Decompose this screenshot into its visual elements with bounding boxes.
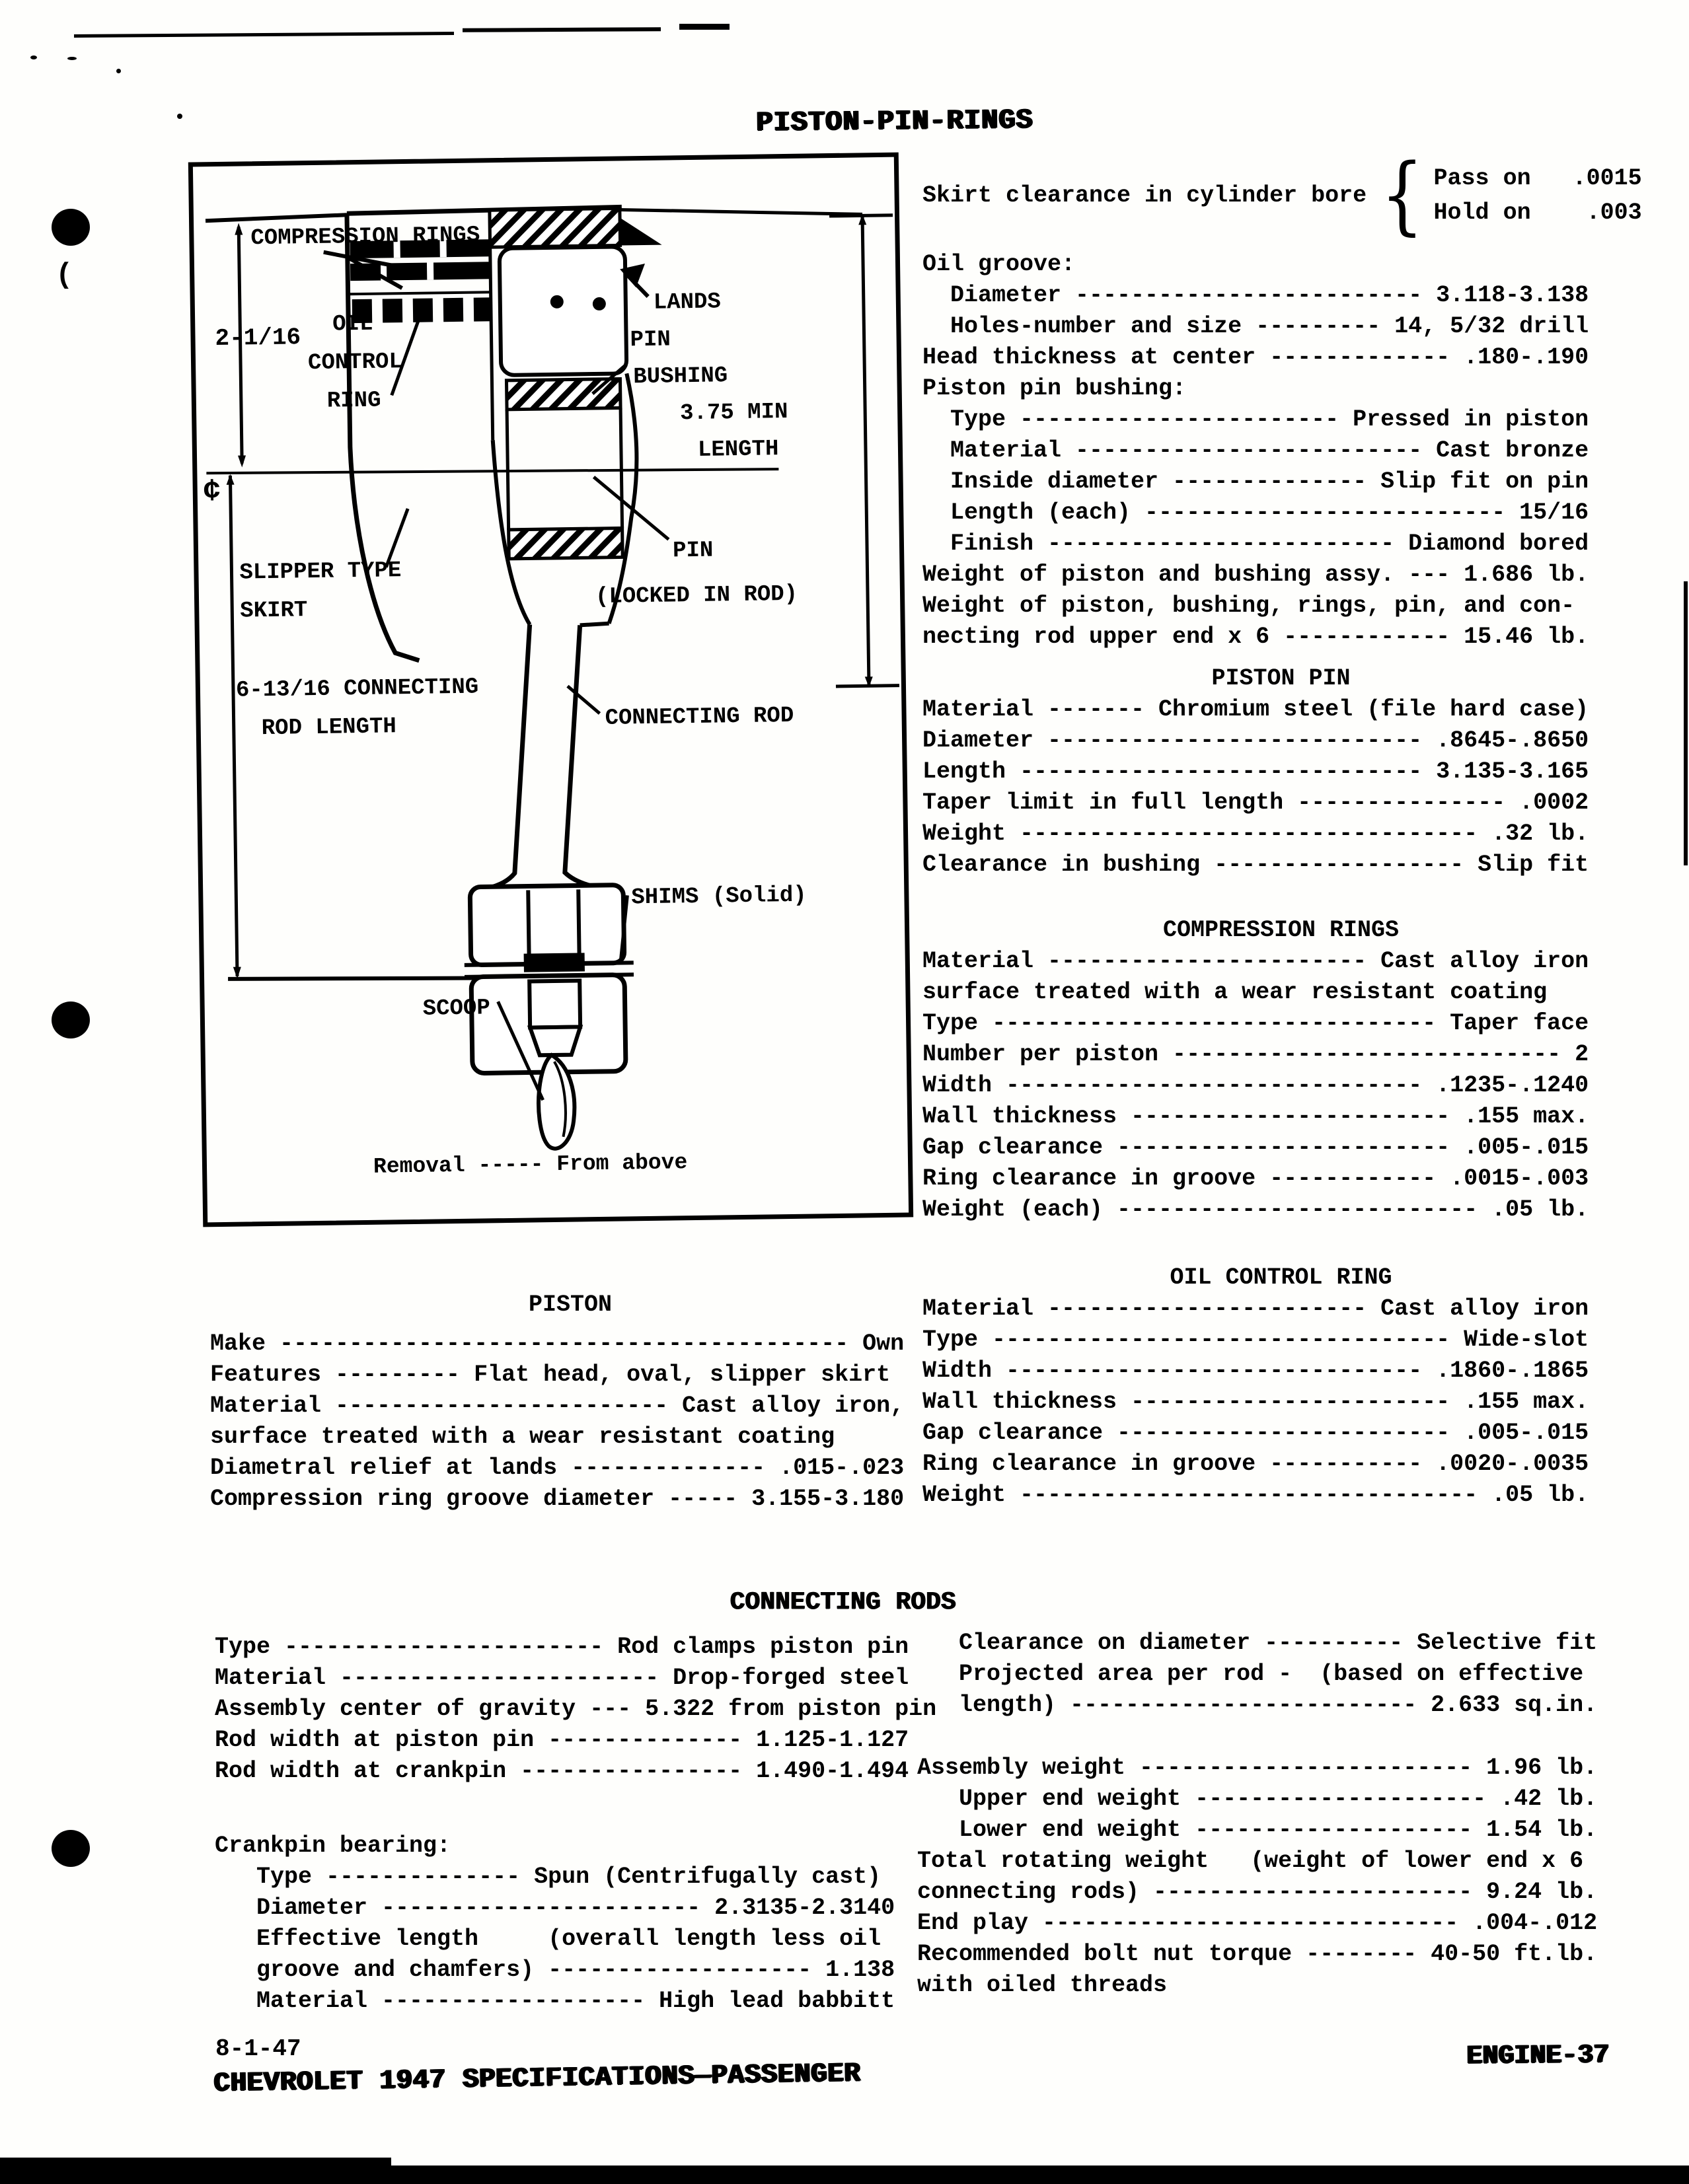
footer-date: 8-1-47 <box>215 2035 301 2062</box>
skirt-bottom-right <box>580 624 609 626</box>
rod-shank-left <box>485 624 534 888</box>
skirt-clearance-label: Skirt clearance in cylinder bore <box>922 182 1367 209</box>
spec-line: Wall thickness ----------------------- .155 max. <box>922 1103 1589 1130</box>
rod-bolt-band <box>524 953 585 972</box>
spec-line: Material ----------------------- Drop-forged steel <box>215 1665 909 1691</box>
label-rod-length-2: ROD LENGTH <box>261 714 397 742</box>
section-heading-compression-rings: COMPRESSION RINGS <box>1162 916 1400 943</box>
label-rod-length-1: 6-13/16 CONNECTING <box>235 674 479 704</box>
spec-line: Taper limit in full length --------------- .0002 <box>922 789 1589 816</box>
spec-line: Assembly center of gravity --- 5.322 from piston pin <box>215 1696 937 1722</box>
spec-line: Length ----------------------------- 3.135-3.165 <box>922 758 1589 785</box>
scan-artifact-line <box>463 27 661 32</box>
label-pin: PIN <box>630 327 671 353</box>
spec-block-oil-control-ring <box>922 1293 1639 1511</box>
spec-line: Ring clearance in groove ----------- .0020-.0035 <box>922 1450 1589 1477</box>
spec-column-right <box>922 146 1642 1511</box>
spec-line: Effective length (overall length less oil <box>215 1926 882 1952</box>
scan-speck <box>177 114 182 119</box>
arrowhead <box>226 474 234 485</box>
spec-line: Material ------------------------ Cast alloy iron, <box>210 1393 905 1419</box>
label-oil: OIL <box>332 311 373 338</box>
spec-line: surface treated with a wear resistant coating <box>922 978 1548 1005</box>
dim-tick <box>829 215 893 216</box>
spec-line: Assembly weight ------------------------ 1.96 lb. <box>917 1755 1598 1781</box>
piston-section-line <box>490 248 493 440</box>
label-slipper-type: SLIPPER TYPE <box>239 558 402 586</box>
spec-line: Total rotating weight (weight of lower end x 6 <box>917 1848 1584 1874</box>
spec-line: groove and chamfers) ------------------- 1.138 <box>215 1957 895 1983</box>
spec-line: Diametral relief at lands -------------- .015-.023 <box>210 1455 905 1481</box>
label-lands: LANDS <box>653 289 722 316</box>
spec-line: Weight --------------------------------- .32 lb. <box>922 820 1589 847</box>
piston-crown-flare <box>620 217 662 246</box>
spec-line: Material ------------------- High lead babbitt <box>215 1988 895 2014</box>
label-compression-rings: COMPRESSION RINGS <box>250 223 480 252</box>
scan-speck <box>116 69 121 73</box>
scan-paren-mark: ( <box>56 259 73 292</box>
spec-line: Type --------------------------------- Wide-slot <box>922 1326 1589 1353</box>
pin-bore-left <box>507 410 509 530</box>
spec-block-piston <box>210 1329 930 1515</box>
spec-line: Rod width at piston pin -------------- 1.125-1.127 <box>215 1727 909 1753</box>
spec-line: surface treated with a wear resistant coating <box>210 1424 835 1450</box>
ring-land-line <box>348 292 491 294</box>
section-heading-piston: PISTON <box>528 1292 613 1318</box>
label-control: CONTROL <box>307 349 403 377</box>
spec-line: Recommended bolt nut torque -------- 40-50 ft.lb. <box>917 1941 1598 1967</box>
label-dim-375-length: LENGTH <box>697 437 779 463</box>
dim-line-rod-length <box>230 476 237 976</box>
spec-block-cr-left <box>215 1632 955 1787</box>
leader-connecting-rod <box>568 686 600 714</box>
dim-line-3-75 <box>862 215 869 686</box>
label-pin-locked-2: (LOCKED IN ROD) <box>595 581 798 610</box>
pin-centerline <box>206 465 778 477</box>
rod-big-end-upper <box>470 885 624 965</box>
label-dim-2-1-16: 2-1/16 <box>215 324 301 353</box>
spec-line: Diameter ----------------------- 2.3135-2.3140 <box>215 1895 895 1921</box>
spec-line: Pass on .0015 <box>1433 165 1642 192</box>
spec-block-cr-right-b <box>917 1753 1657 2001</box>
spec-block-compression-rings <box>922 946 1639 1225</box>
label-dim-375-min: 3.75 MIN <box>679 399 788 427</box>
piston-crown-hatch <box>490 208 620 247</box>
spec-line: Type -------------------------------- Taper face <box>922 1009 1589 1037</box>
top-reference-line <box>206 215 347 221</box>
skirt-clearance-row <box>922 146 1642 244</box>
spec-line: Projected area per rod - (based on effective <box>917 1661 1584 1687</box>
spec-line: Crankpin bearing: <box>215 1833 451 1859</box>
label-bushing: BUSHING <box>633 363 728 390</box>
pin-boss <box>500 246 627 375</box>
spec-line: Length (each) -------------------------- 15/16 <box>922 499 1589 526</box>
scan-artifact-line <box>679 24 730 30</box>
punch-hole <box>52 1001 90 1038</box>
label-shims: SHIMS (Solid) <box>631 883 807 911</box>
punch-hole <box>52 1830 90 1867</box>
spec-column-piston <box>210 1290 930 1515</box>
spec-line: Gap clearance ------------------------ .005-.015 <box>922 1134 1589 1161</box>
spec-line: Lower end weight -------------------- 1.54 lb. <box>917 1817 1598 1843</box>
spec-block-piston-pin <box>922 694 1639 881</box>
spec-line: Head thickness at center ------------- .180-.190 <box>922 344 1589 371</box>
spec-line: Diameter --------------------------- .8645-.8650 <box>922 727 1589 754</box>
spec-line: Oil groove: <box>922 250 1076 277</box>
spec-line: Clearance in bushing ------------------ Slip fit <box>922 851 1589 878</box>
spec-line: Width ------------------------------ .1860-.1865 <box>922 1357 1589 1384</box>
skirt-clearance-values <box>1434 161 1642 230</box>
spec-line: Material ------------------------- Cast bronze <box>922 437 1589 464</box>
spec-line: Wall thickness ----------------------- .155 max. <box>922 1388 1589 1415</box>
spec-line: Material ----------------------- Cast alloy iron <box>922 1295 1589 1322</box>
scan-bottom-bar-left <box>0 2158 391 2184</box>
spec-line: Weight of piston, bushing, rings, pin, and con- <box>922 592 1575 619</box>
top-reference-line-right <box>620 206 862 217</box>
arrowhead <box>238 455 246 467</box>
connecting-rods-right-column <box>917 1628 1657 2001</box>
spec-line: Finish ------------------------- Diamond bored <box>922 530 1589 557</box>
spec-line: Type ----------------------- Rod clamps piston pin <box>215 1634 909 1660</box>
spec-line: Type ----------------------- Pressed in piston <box>922 406 1589 433</box>
spec-line: Material ----------------------- Cast alloy iron <box>922 947 1589 974</box>
spec-line: Holes-number and size --------- 14, 5/32 drill <box>922 312 1589 340</box>
spec-line: Compression ring groove diameter ----- 3.155-3.180 <box>210 1486 905 1512</box>
scan-artifact-line <box>74 32 454 38</box>
spec-line: length) ------------------------- 2.633 sq.in. <box>917 1692 1598 1718</box>
pin-bore-right <box>620 408 622 528</box>
brace-glyph: { <box>1380 146 1424 244</box>
spec-line: Width ------------------------------ .1235-.1240 <box>922 1072 1589 1099</box>
spec-block-crankpin <box>215 1831 955 2017</box>
spec-line: Type -------------- Spun (Centrifugally cast) <box>215 1864 882 1890</box>
spec-line: Ring clearance in groove ------------ .0015-.003 <box>922 1165 1589 1192</box>
section-heading-oil-control-ring: OIL CONTROL RING <box>1170 1264 1392 1291</box>
spec-block-oil-groove <box>922 249 1639 653</box>
piston-diagram <box>193 157 909 1223</box>
footer-page-number: ENGINE-37 <box>1465 2041 1609 2072</box>
pin-bushing-hatch-lower <box>509 528 623 558</box>
scan-edge-line <box>1684 581 1688 865</box>
ring-groove-gap <box>427 262 433 279</box>
label-removal: Removal ----- From above <box>373 1150 688 1179</box>
spec-line: Weight of piston and bushing assy. --- 1.686 lb. <box>922 561 1589 588</box>
spec-line: Number per piston ---------------------------- 2 <box>922 1040 1589 1068</box>
spec-line: Diameter ------------------------- 3.118-3.138 <box>922 281 1589 309</box>
spec-line: with oiled threads <box>917 1972 1168 1998</box>
scan-speck <box>30 55 37 59</box>
label-centerline-symbol: ¢ <box>202 474 221 509</box>
spec-line: Upper end weight --------------------- .42 lb. <box>917 1786 1598 1812</box>
footer-title: CHEVROLET 1947 SPECIFICATIONS—PASSENGER <box>212 2058 860 2099</box>
spec-line: Piston pin bushing: <box>922 375 1187 402</box>
label-skirt: SKIRT <box>240 598 308 624</box>
spec-line: Clearance on diameter ---------- Selective fit <box>917 1630 1598 1656</box>
rod-bolt-nut <box>529 980 580 1027</box>
label-pin-locked-1: PIN <box>672 538 714 564</box>
label-ring: RING <box>326 388 381 414</box>
spec-line: Material ------- Chromium steel (file hard case) <box>922 696 1589 723</box>
spec-line: Features --------- Flat head, oval, slipper skirt <box>210 1362 891 1388</box>
rod-shank-right <box>562 625 595 887</box>
spec-line: Make ----------------------------------------- Own <box>210 1330 905 1357</box>
spec-line: connecting rods) ----------------------- 9.24 lb. <box>917 1879 1598 1905</box>
spec-line: necting rod upper end x 6 ------------ 15.46 lb. <box>922 623 1589 650</box>
connecting-rods-left-column <box>215 1632 955 2017</box>
spec-block-cr-right-a <box>917 1628 1657 1721</box>
spec-line: Weight --------------------------------- .05 lb. <box>922 1481 1589 1508</box>
label-scoop: SCOOP <box>422 996 491 1022</box>
scan-speck <box>67 57 77 60</box>
rod-bolt-nut-taper <box>530 1027 581 1055</box>
page-title: PISTON-PIN-RINGS <box>755 104 1033 139</box>
section-heading-piston-pin: PISTON PIN <box>1211 665 1351 692</box>
punch-hole <box>52 209 90 246</box>
label-connecting-rod: CONNECTING ROD <box>605 703 794 731</box>
oil-ring-groove <box>352 309 491 311</box>
spec-line: Inside diameter -------------- Slip fit on pin <box>922 468 1589 495</box>
spec-line: Rod width at crankpin ---------------- 1.490-1.494 <box>215 1758 909 1784</box>
spec-line: Gap clearance ------------------------ .005-.015 <box>922 1419 1589 1446</box>
section-heading-connecting-rods: CONNECTING RODS <box>729 1588 956 1617</box>
spec-line: End play ------------------------------ .004-.012 <box>917 1910 1598 1936</box>
piston-diagram-frame <box>188 153 913 1227</box>
spec-line: Weight (each) -------------------------- .05 lb. <box>922 1196 1589 1223</box>
arrowhead <box>235 223 243 235</box>
spec-line: Hold on .003 <box>1433 200 1642 227</box>
